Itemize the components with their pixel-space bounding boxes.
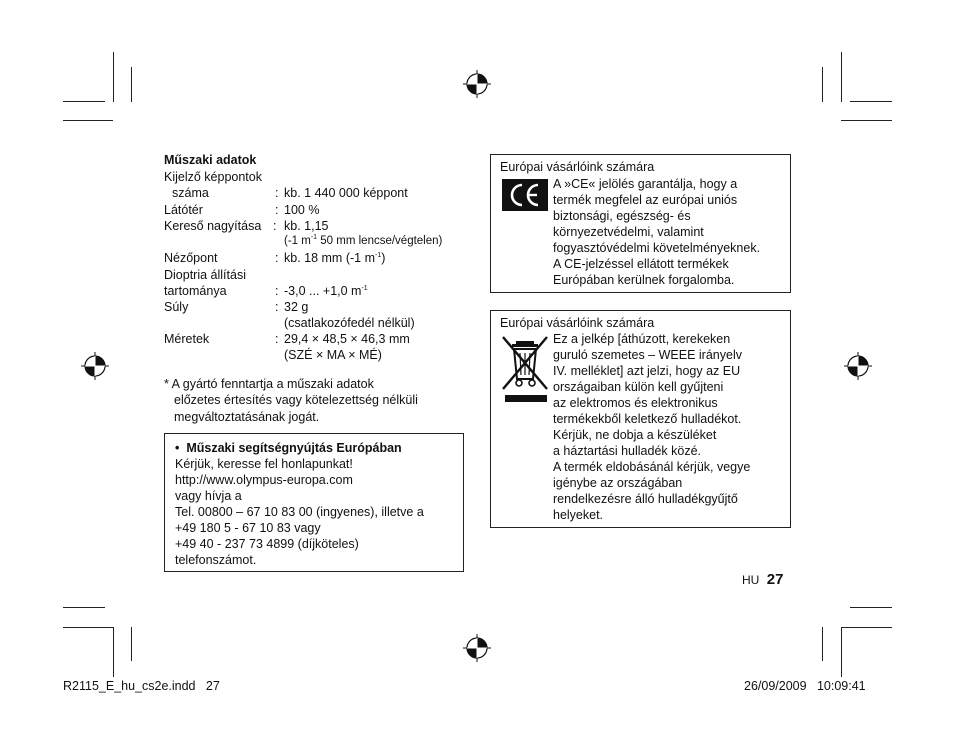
ce-heading: Európai vásárlóink számára [500, 160, 655, 174]
crossed-out-bin-icon [501, 333, 551, 405]
weee-text-line: A termék eldobásánál kérjük, vegye [553, 460, 751, 474]
spec-label: száma [172, 186, 209, 200]
specs-title: Műszaki adatok [164, 153, 257, 167]
spec-label: Súly [164, 300, 189, 314]
spec-value: kb. 1,15 [284, 219, 329, 233]
spec-label: Kijelző képpontok [164, 170, 262, 184]
page-number [742, 571, 783, 589]
spec-colon: : [275, 251, 279, 265]
weee-text-line: Kérjük, ne dobja a készüléket [553, 428, 717, 442]
ce-text-line: környezetvédelmi, valamint [553, 225, 704, 239]
support-line: Tel. 00800 – 67 10 83 00 (ingyenes), illetve a [175, 505, 424, 519]
support-line: +49 180 5 - 67 10 83 vagy [175, 521, 321, 535]
ce-text-line: A CE-jelzéssel ellátott termékek [553, 257, 729, 271]
registration-mark-icon [81, 352, 109, 380]
spec-label: Dioptria állítási [164, 268, 246, 282]
spec-note: (SZÉ × MA × MÉ) [284, 348, 382, 362]
weee-heading: Európai vásárlóink számára [500, 316, 655, 330]
weee-text-line: országaiban külön kell gyűjteni [553, 380, 724, 394]
weee-text-line: az elektromos és elektronikus [553, 396, 718, 410]
spec-colon: : [273, 219, 277, 233]
weee-text-line: a háztartási hulladék közé. [553, 444, 702, 458]
weee-text-line: igénybe az országában [553, 476, 683, 490]
specs-footnote-line: * A gyártó fenntartja a műszaki adatok [164, 377, 374, 391]
specs-footnote-line: előzetes értesítés vagy kötelezettség nélküli [174, 393, 418, 407]
spec-label: Kereső nagyítása [164, 219, 262, 233]
support-title-text: Műszaki segítségnyújtás Európában [186, 441, 402, 455]
specs-footnote-line: megváltoztatásának jogát. [174, 410, 320, 424]
ce-text-line: Európában kerülnek forgalomba. [553, 273, 735, 287]
slug-date: 26/09/2009 10:09:41 [744, 679, 866, 693]
spec-label: Nézőpont [164, 251, 218, 265]
spec-colon: : [275, 284, 279, 298]
spec-note: (-1 $m^{-1}$ 50 mm lencse/végtelen) [284, 234, 443, 247]
spec-colon: : [275, 332, 279, 346]
ce-text-line: termék megfelel az európai uniós [553, 193, 738, 207]
registration-mark-icon [844, 352, 872, 380]
support-website-link[interactable]: http://www.olympus-europa.com [175, 473, 353, 487]
spec-label: Méretek [164, 332, 210, 346]
support-line: telefonszámot. [175, 553, 257, 567]
ce-mark-icon [502, 179, 548, 211]
spec-label: Látótér [164, 203, 203, 217]
ce-text-line: biztonsági, egészség- és [553, 209, 691, 223]
spec-value: 29,4 × 48,5 × 46,3 mm [284, 332, 410, 346]
weee-text-line: Ez a jelkép [áthúzott, kerekeken [553, 332, 731, 346]
page-number-value: 27 [766, 571, 784, 588]
page-lang: HU [742, 573, 760, 587]
ce-text-line: A »CE« jelölés garantálja, hogy a [553, 177, 738, 191]
weee-text-line: helyeket. [553, 508, 604, 522]
weee-text-line: termékekből keletkező hulladékot. [553, 412, 742, 426]
ce-text-line: fogyasztóvédelmi követelményeknek. [553, 241, 761, 255]
spec-colon: : [275, 300, 279, 314]
registration-mark-icon [463, 634, 491, 662]
weee-text-line: rendelkezésre álló hulladékgyűjtő [553, 492, 738, 506]
spec-label: tartománya [164, 284, 227, 298]
support-line: vagy hívja a [175, 489, 242, 503]
spec-value: kb. 1 440 000 képpont [284, 186, 408, 200]
weee-text-line: guruló szemetes – WEEE irányelv [553, 348, 742, 362]
spec-note: (csatlakozófedél nélkül) [284, 316, 415, 330]
ce-box [490, 154, 791, 293]
weee-text-line: IV. melléklet] azt jelzi, hogy az EU [553, 364, 741, 378]
spec-value: kb. 18 mm (-1 $m^{-1}$) [284, 251, 386, 265]
spec-colon: : [275, 203, 279, 217]
slug-filename: R2115_E_hu_cs2e.indd 27 [63, 679, 220, 693]
spec-value: 100 % [284, 203, 320, 217]
registration-mark-icon [463, 70, 491, 98]
spec-colon: : [275, 186, 279, 200]
spec-value: -3,0 ... +1,0 $m^{-1}$ [284, 284, 368, 298]
support-title [175, 440, 402, 456]
support-box [164, 433, 464, 572]
bullet: • [175, 441, 180, 455]
support-line: +49 40 - 237 73 4899 (díjköteles) [175, 537, 359, 551]
support-line: Kérjük, keresse fel honlapunkat! [175, 457, 353, 471]
spec-value: 32 g [284, 300, 309, 314]
weee-box [490, 310, 791, 528]
